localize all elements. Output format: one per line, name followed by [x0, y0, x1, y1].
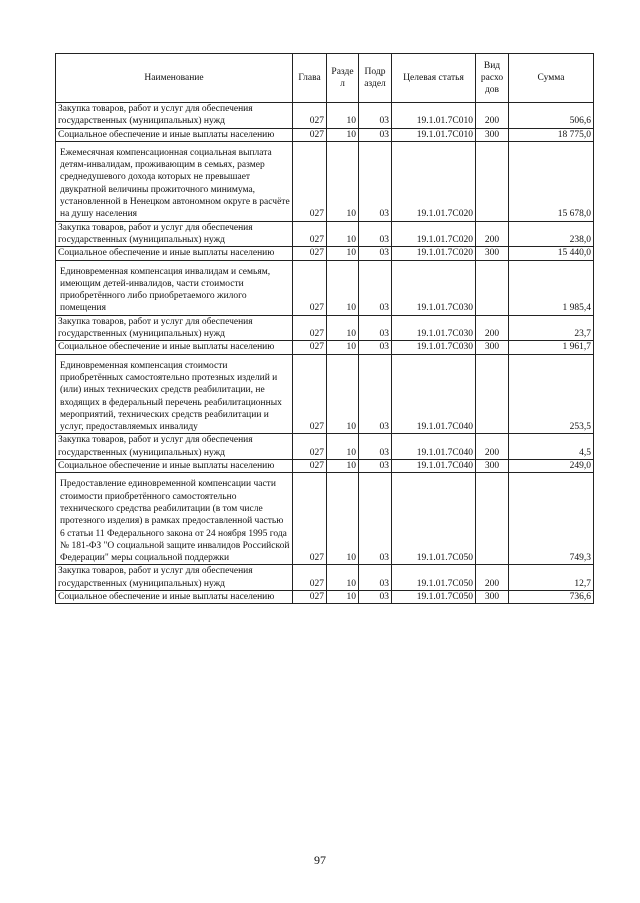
cell-razdel: 10: [327, 260, 359, 315]
cell-name: Социальное обеспечение и иные выплаты населению: [56, 460, 293, 473]
cell-podrazdel: 03: [359, 141, 392, 221]
cell-glava: 027: [293, 103, 327, 129]
col-header-vid: Вид расхо дов: [476, 54, 509, 103]
cell-podrazdel: 03: [359, 341, 392, 354]
cell-podrazdel: 03: [359, 590, 392, 603]
cell-razdel: 10: [327, 473, 359, 565]
cell-summa: 238,0: [509, 221, 594, 247]
cell-summa: 506,6: [509, 103, 594, 129]
table-row: [56, 460, 594, 473]
cell-vid: 300: [476, 590, 509, 603]
cell-glava: 027: [293, 354, 327, 434]
cell-glava: 027: [293, 247, 327, 260]
table-row: [56, 315, 594, 341]
cell-name: Закупка товаров, работ и услуг для обеспечения государственных (муниципальных) нужд: [56, 434, 293, 460]
cell-podrazdel: 03: [359, 247, 392, 260]
cell-vid: 200: [476, 221, 509, 247]
cell-glava: 027: [293, 128, 327, 141]
cell-vid: 300: [476, 128, 509, 141]
cell-vid: 200: [476, 434, 509, 460]
cell-vid: [476, 354, 509, 434]
cell-glava: 027: [293, 460, 327, 473]
cell-name: Социальное обеспечение и иные выплаты населению: [56, 128, 293, 141]
cell-tsel: 19.1.01.7С050: [392, 565, 476, 591]
cell-vid: [476, 473, 509, 565]
col-header-razdel: Разде л: [327, 54, 359, 103]
cell-name: Закупка товаров, работ и услуг для обеспечения государственных (муниципальных) нужд: [56, 221, 293, 247]
cell-tsel: 19.1.01.7С020: [392, 247, 476, 260]
cell-vid: 200: [476, 565, 509, 591]
table-row: [56, 590, 594, 603]
cell-summa: 15 678,0: [509, 141, 594, 221]
table-row: [56, 565, 594, 591]
cell-glava: 027: [293, 434, 327, 460]
cell-tsel: 19.1.01.7С030: [392, 315, 476, 341]
cell-razdel: 10: [327, 434, 359, 460]
cell-glava: 027: [293, 221, 327, 247]
cell-vid: [476, 141, 509, 221]
cell-podrazdel: 03: [359, 354, 392, 434]
cell-summa: 1 961,7: [509, 341, 594, 354]
cell-glava: 027: [293, 141, 327, 221]
table-row: [56, 473, 594, 565]
cell-vid: 200: [476, 315, 509, 341]
cell-tsel: 19.1.01.7С020: [392, 141, 476, 221]
table-row: [56, 141, 594, 221]
cell-razdel: 10: [327, 565, 359, 591]
col-header-name: Наименование: [56, 54, 293, 103]
cell-razdel: 10: [327, 247, 359, 260]
cell-summa: 18 775,0: [509, 128, 594, 141]
budget-table: [55, 53, 594, 604]
cell-name: Закупка товаров, работ и услуг для обеспечения государственных (муниципальных) нужд: [56, 103, 293, 129]
cell-name: Социальное обеспечение и иные выплаты населению: [56, 341, 293, 354]
cell-razdel: 10: [327, 128, 359, 141]
cell-summa: 12,7: [509, 565, 594, 591]
cell-vid: [476, 260, 509, 315]
cell-name: Предоставление единовременной компенсации части стоимости приобретённого самостоятельно технического средства реабилитации (в том числе протезного изделия) в рамках предоставленной частью 6 статьи 11 Федерального закона от 24 ноября 1995 года № 181-ФЗ "О социальной защите инвалидов Российской Федерации" меры социальной поддержки: [56, 473, 293, 565]
table-row: [56, 103, 594, 129]
cell-tsel: 19.1.01.7С040: [392, 434, 476, 460]
cell-tsel: 19.1.01.7С030: [392, 341, 476, 354]
page-number: 97: [314, 853, 326, 867]
cell-tsel: 19.1.01.7С050: [392, 473, 476, 565]
cell-summa: 736,6: [509, 590, 594, 603]
cell-name: Социальное обеспечение и иные выплаты населению: [56, 590, 293, 603]
cell-glava: 027: [293, 315, 327, 341]
cell-name: Социальное обеспечение и иные выплаты населению: [56, 247, 293, 260]
cell-podrazdel: 03: [359, 460, 392, 473]
col-header-summa: Сумма: [509, 54, 594, 103]
table-row: [56, 128, 594, 141]
cell-summa: 249,0: [509, 460, 594, 473]
cell-glava: 027: [293, 473, 327, 565]
cell-vid: 300: [476, 460, 509, 473]
cell-summa: 15 440,0: [509, 247, 594, 260]
cell-tsel: 19.1.01.7С030: [392, 260, 476, 315]
cell-podrazdel: 03: [359, 315, 392, 341]
cell-name: Единовременная компенсация инвалидам и семьям, имеющим детей-инвалидов, части стоимости приобретённого либо приобретаемого жилого помещения: [56, 260, 293, 315]
cell-razdel: 10: [327, 341, 359, 354]
cell-vid: 300: [476, 341, 509, 354]
cell-razdel: 10: [327, 354, 359, 434]
cell-summa: 749,3: [509, 473, 594, 565]
cell-glava: 027: [293, 565, 327, 591]
cell-razdel: 10: [327, 590, 359, 603]
cell-name: Закупка товаров, работ и услуг для обеспечения государственных (муниципальных) нужд: [56, 315, 293, 341]
table-header-row: [56, 54, 594, 103]
cell-glava: 027: [293, 260, 327, 315]
cell-tsel: 19.1.01.7С040: [392, 460, 476, 473]
cell-razdel: 10: [327, 141, 359, 221]
cell-summa: 4,5: [509, 434, 594, 460]
cell-tsel: 19.1.01.7С020: [392, 221, 476, 247]
cell-glava: 027: [293, 590, 327, 603]
table-row: [56, 260, 594, 315]
cell-podrazdel: 03: [359, 565, 392, 591]
cell-tsel: 19.1.01.7С040: [392, 354, 476, 434]
col-header-podrazdel: Подр аздел: [359, 54, 392, 103]
cell-razdel: 10: [327, 315, 359, 341]
table-row: [56, 341, 594, 354]
cell-podrazdel: 03: [359, 103, 392, 129]
cell-podrazdel: 03: [359, 260, 392, 315]
cell-vid: 300: [476, 247, 509, 260]
table-row: [56, 354, 594, 434]
cell-podrazdel: 03: [359, 128, 392, 141]
cell-podrazdel: 03: [359, 473, 392, 565]
cell-name: Закупка товаров, работ и услуг для обеспечения государственных (муниципальных) нужд: [56, 565, 293, 591]
cell-summa: 23,7: [509, 315, 594, 341]
cell-podrazdel: 03: [359, 434, 392, 460]
cell-podrazdel: 03: [359, 221, 392, 247]
cell-name: Ежемесячная компенсационная социальная выплата детям-инвалидам, проживающим в семьях, размер среднедушевого дохода которых не превышает двукратной величины прожиточного минимума, установленной в Ненецком автономном округе в расчёте на душу населения: [56, 141, 293, 221]
table-row: [56, 221, 594, 247]
cell-summa: 253,5: [509, 354, 594, 434]
table-row: [56, 247, 594, 260]
cell-vid: 200: [476, 103, 509, 129]
col-header-glava: Глава: [293, 54, 327, 103]
cell-razdel: 10: [327, 221, 359, 247]
cell-tsel: 19.1.01.7С010: [392, 128, 476, 141]
cell-tsel: 19.1.01.7С010: [392, 103, 476, 129]
cell-glava: 027: [293, 341, 327, 354]
cell-tsel: 19.1.01.7С050: [392, 590, 476, 603]
cell-name: Единовременная компенсация стоимости приобретённых самостоятельно протезных изделий и (или) иных технических средств реабилитации, не входящих в федеральный перечень реабилитационных мероприятий, технических средств реабилитации и услуг, предоставляемых инвалиду: [56, 354, 293, 434]
table-row: [56, 434, 594, 460]
cell-summa: 1 985,4: [509, 260, 594, 315]
col-header-tsel: Целевая статья: [392, 54, 476, 103]
cell-razdel: 10: [327, 103, 359, 129]
cell-razdel: 10: [327, 460, 359, 473]
